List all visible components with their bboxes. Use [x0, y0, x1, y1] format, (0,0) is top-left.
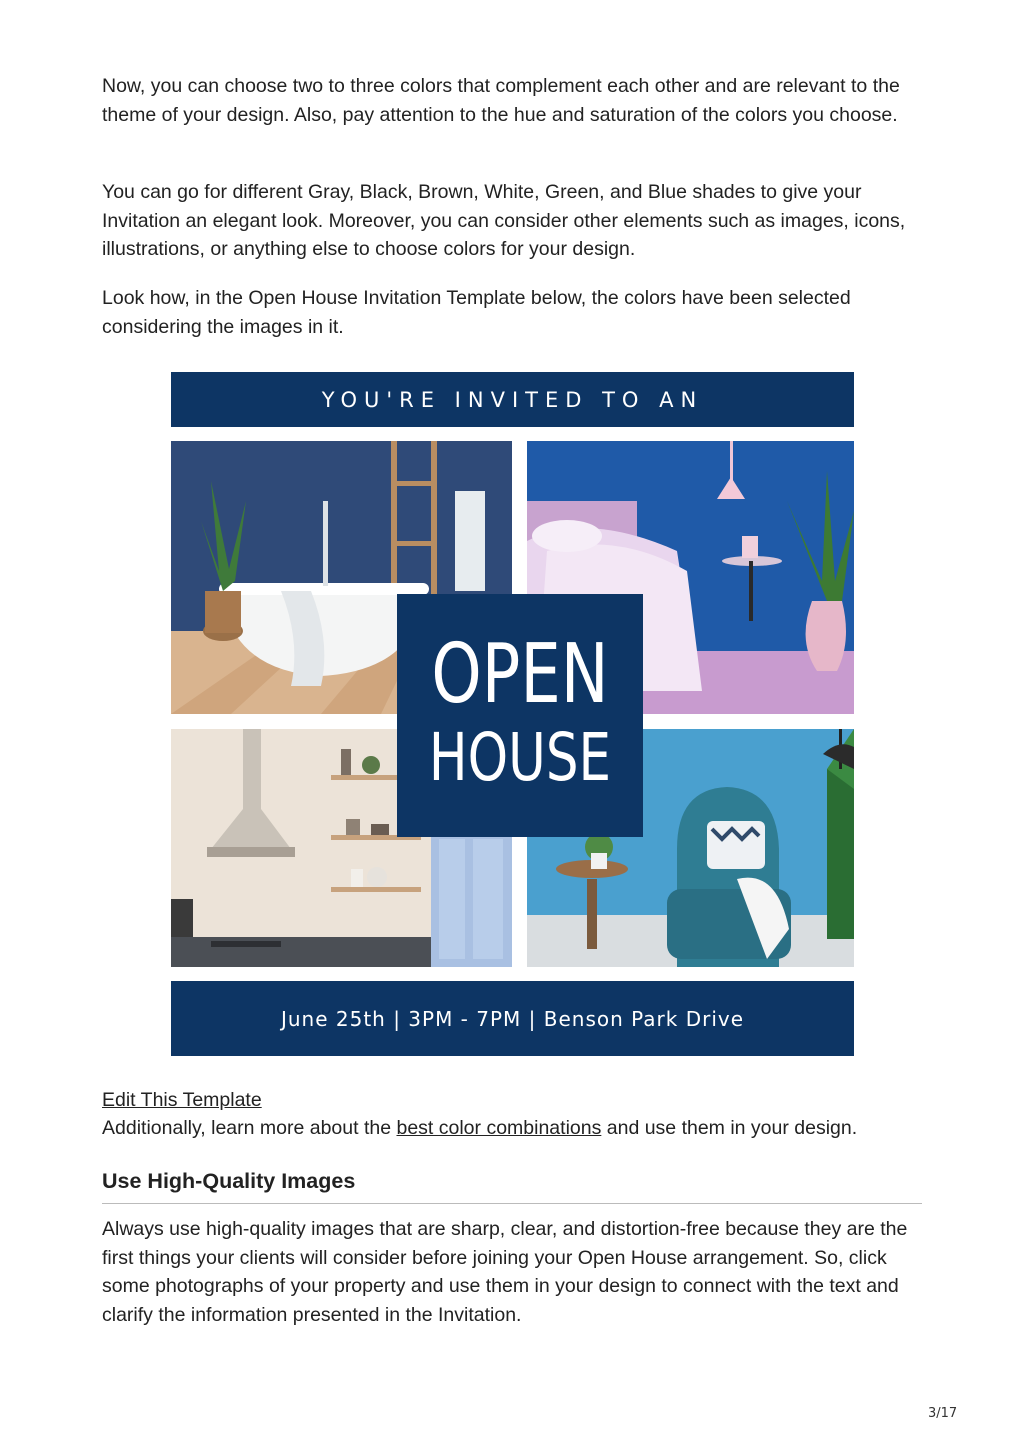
edit-template-link[interactable]: Edit This Template [102, 1089, 262, 1111]
open-house-invitation-image [171, 372, 854, 1056]
title-open: OPEN [431, 627, 609, 722]
page-number: 3/17 [928, 1406, 958, 1421]
paragraph-high-quality-images: Always use high-quality images that are sharp, clear, and distortion-free because they are the first things your clients will consider before joining your Open House arrangement. So, click some photographs of your property and use them in your design to connect with the text and clarify the information presented in the Invitation. [102, 1218, 908, 1326]
best-color-combinations-link[interactable]: best color combinations [396, 1117, 602, 1139]
intro-paragraph-colors: Now, you can choose two to three colors that complement each other and are relevant to the theme of your design. Also, pay attention to the hue and saturation of the colors you choose. [102, 75, 900, 126]
learn-more-line [102, 1114, 857, 1142]
section-heading: Use High-Quality Images [102, 1169, 356, 1193]
open-house-title-box [397, 594, 643, 837]
paragraph-color-shades: You can go for different Gray, Black, Brown, White, Green, and Blue shades to give your Invitation an elegant look. Moreover, you can consider other elements such as images, icons, illustrations, or anything else to choose colors for your design. [102, 181, 906, 260]
heading-divider [102, 1203, 922, 1204]
learn-prefix-text: Additionally, learn more about the [102, 1117, 397, 1139]
flyer-event-details-banner: June 25th | 3PM - 7PM | Benson Park Drive [171, 981, 854, 1056]
title-house: HOUSE [428, 719, 612, 796]
paragraph-template-intro: Look how, in the Open House Invitation Template below, the colors have been selected considering the images in it. [102, 287, 851, 338]
flyer-top-banner: YOU'RE INVITED TO AN [171, 372, 854, 427]
learn-suffix-text: and use them in your design. [601, 1117, 858, 1139]
